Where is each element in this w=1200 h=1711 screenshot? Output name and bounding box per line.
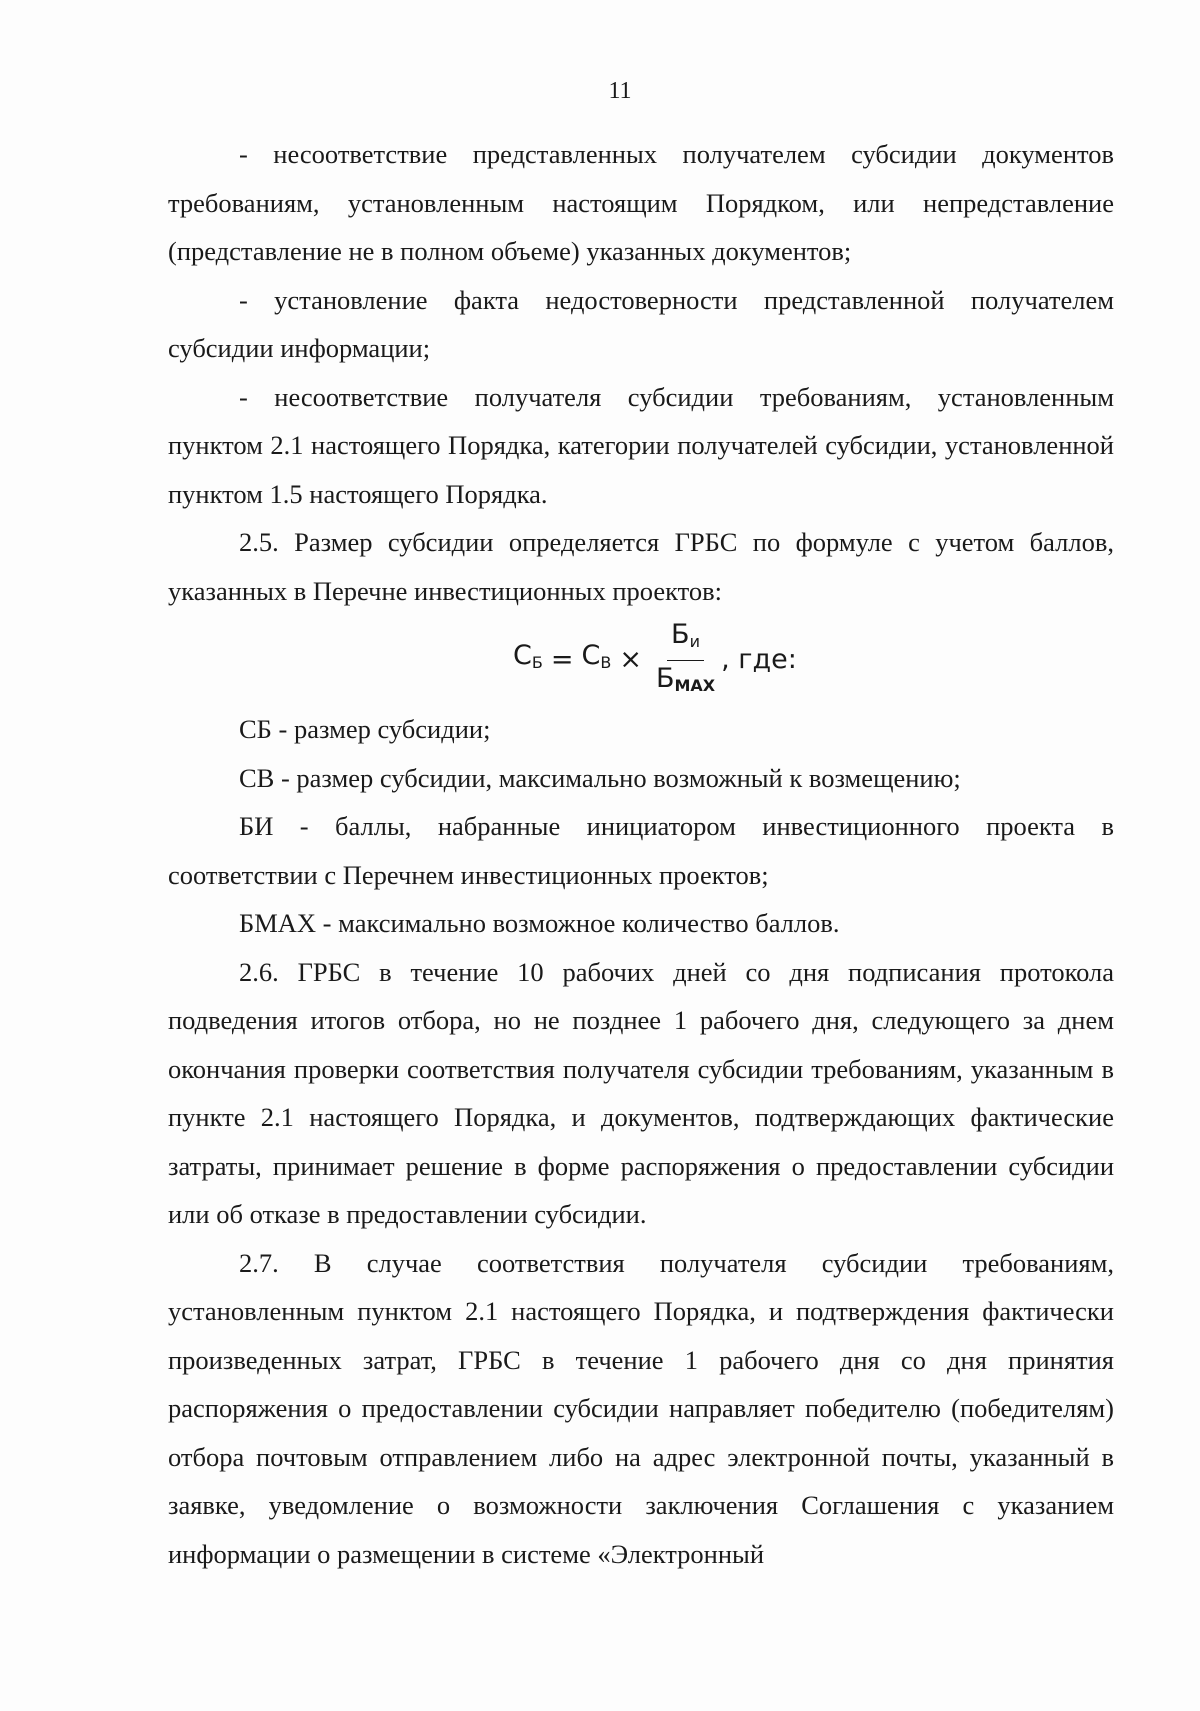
- formula-equals: =: [550, 643, 574, 675]
- formula-numerator: $Б_и$: [667, 619, 704, 661]
- paragraph-nonconformity-documents: - несоответствие представленных получателем субсидии документов требованиям, установленным настоящим Порядком, или непредставление (представление не в полном объеме) указанных документов;: [168, 139, 1114, 266]
- formula-tail: , где:: [721, 643, 797, 675]
- definition-sv: СВ - размер субсидии, максимально возможный к возмещению;: [239, 762, 961, 793]
- definition-sb: СБ - размер субсидии;: [239, 714, 491, 744]
- formula-times: ×: [619, 643, 642, 675]
- paragraph-2-6: 2.6. ГРБС в течение 10 рабочих дней со дня подписания протокола подведения итогов отбора, но не позднее 1 рабочего дня, следующего за днем окончания проверки соответствия получателя субсидии требованиям, указанным в пункте 2.1 настоящего Порядка, и документов, подтверждающих фактические затраты, принимает решение в форме распоряжения о предоставлении субсидии или об отказе в предоставлении субсидии.: [168, 956, 1114, 1229]
- document-body: [168, 130, 1114, 1578]
- formula-term: $С_В$: [581, 640, 612, 673]
- subsidy-formula: [168, 615, 1114, 705]
- definition-bi: БИ - баллы, набранные инициатором инвестиционного проекта в соответствии с Перечнем инвестиционных проектов;: [168, 811, 1114, 890]
- formula-fraction: [652, 619, 719, 702]
- paragraph-nonconformity-recipient: - несоответствие получателя субсидии требованиям, установленным пунктом 2.1 настоящего Порядка, категории получателей субсидии, установленной пунктом 1.5 настоящего Порядка.: [168, 381, 1114, 509]
- formula-lhs: $С_Б$: [513, 640, 543, 673]
- definition-bmax: БМАХ - максимально возможное количество баллов.: [239, 908, 840, 938]
- page-number: 11: [608, 78, 632, 104]
- formula-denominator: $Б_{MAX}$: [655, 662, 716, 695]
- paragraph-2-5: 2.5. Размер субсидии определяется ГРБС по формуле с учетом баллов, указанных в Перечне инвестиционных проектов:: [168, 527, 1114, 606]
- paragraph-unreliable-information: - установление факта недостоверности представленной получателем субсидии информации;: [168, 284, 1114, 363]
- paragraph-2-7: 2.7. В случае соответствия получателя субсидии требованиям, установленным пунктом 2.1 настоящего Порядка, и подтверждения фактически произведенных затрат, ГРБС в течение 1 рабочего дня со дня принятия распоряжения о предоставлении субсидии направляет победителю (победителям) отбора почтовым отправлением либо на адрес электронной почты, указанный в заявке, уведомление о возможности заключения Соглашения с указанием информации о размещении в системе «Электронный: [168, 1247, 1114, 1569]
